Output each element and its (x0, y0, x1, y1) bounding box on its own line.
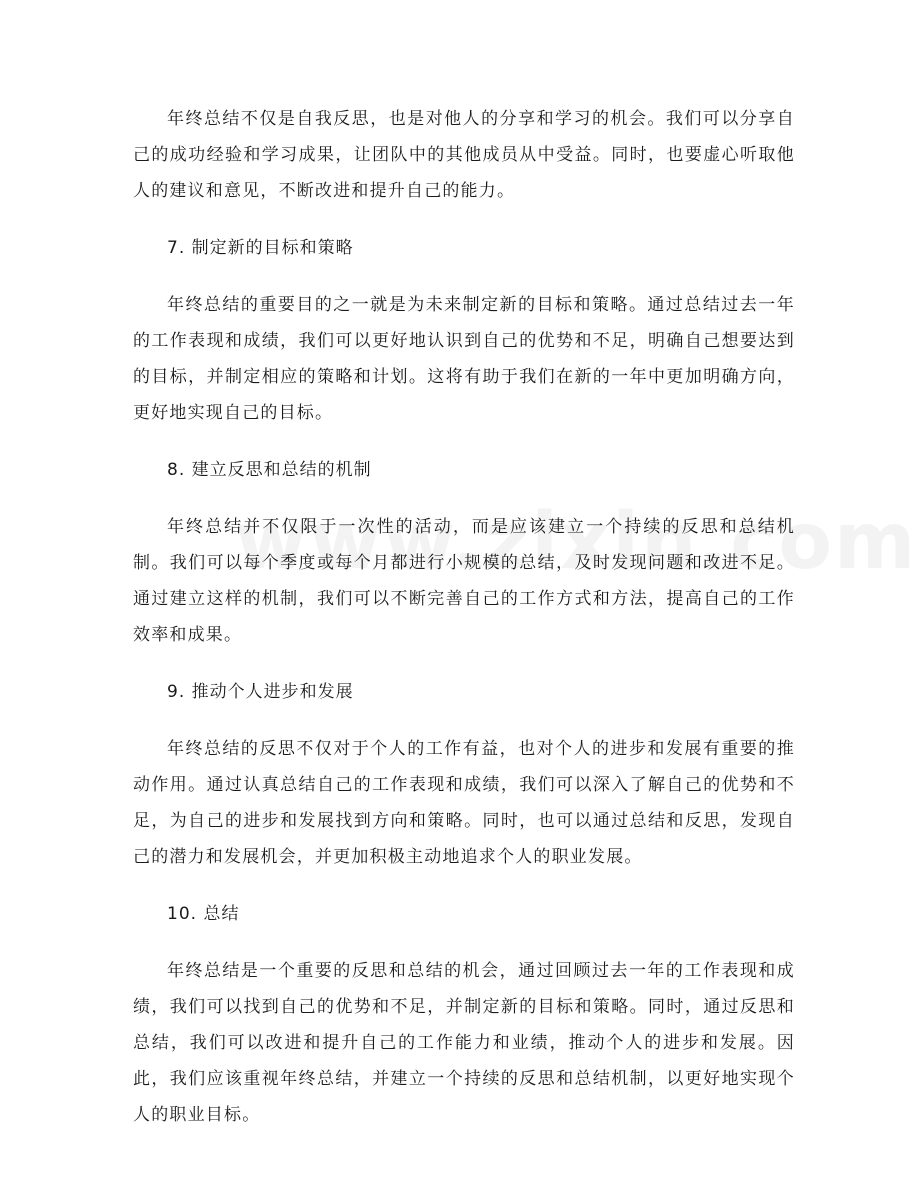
paragraph-personal-growth: 年终总结的反思不仅对于个人的工作有益，也对个人的进步和发展有重要的推动作用。通过认真总结自己的工作表现和成绩，我们可以深入了解自己的优势和不足，为自己的进步和发展找到方向和策略。同时，也可以通过总结和反思，发现自己的潜力和发展机会，并更加积极主动地追求个人的职业发展。 (133, 739, 795, 867)
paragraph-mechanism: 年终总结并不仅限于一次性的活动，而是应该建立一个持续的反思和总结机制。我们可以每个季度或每个月都进行小规模的总结，及时发现问题和改进不足。通过建立这样的机制，我们可以不断完善自己的工作方式和方法，提高自己的工作效率和成果。 (133, 517, 795, 645)
paragraph-conclusion: 年终总结是一个重要的反思和总结的机会，通过回顾过去一年的工作表现和成绩，我们可以找到自己的优势和不足，并制定新的目标和策略。同时，通过反思和总结，我们可以改进和提升自己的工作能力和业绩，推动个人的进步和发展。因此，我们应该重视年终总结，并建立一个持续的反思和总结机制，以更好地实现个人的职业目标。 (133, 961, 795, 1125)
section-heading-10: 10. 总结 (167, 904, 240, 924)
document-body (133, 101, 795, 1133)
paragraph-sharing: 年终总结不仅是自我反思，也是对他人的分享和学习的机会。我们可以分享自己的成功经验和学习成果，让团队中的其他成员从中受益。同时，也要虚心听取他人的建议和意见，不断改进和提升自己的能力。 (133, 109, 795, 201)
paragraph-new-goals: 年终总结的重要目的之一就是为未来制定新的目标和策略。通过总结过去一年的工作表现和成绩，我们可以更好地认识到自己的优势和不足，明确自己想要达到的目标，并制定相应的策略和计划。这将有助于我们在新的一年中更加明确方向，更好地实现自己的目标。 (133, 295, 795, 423)
section-heading-7: 7. 制定新的目标和策略 (167, 238, 354, 258)
section-heading-8: 8. 建立反思和总结的机制 (167, 460, 372, 480)
section-heading-9: 9. 推动个人进步和发展 (167, 682, 354, 702)
